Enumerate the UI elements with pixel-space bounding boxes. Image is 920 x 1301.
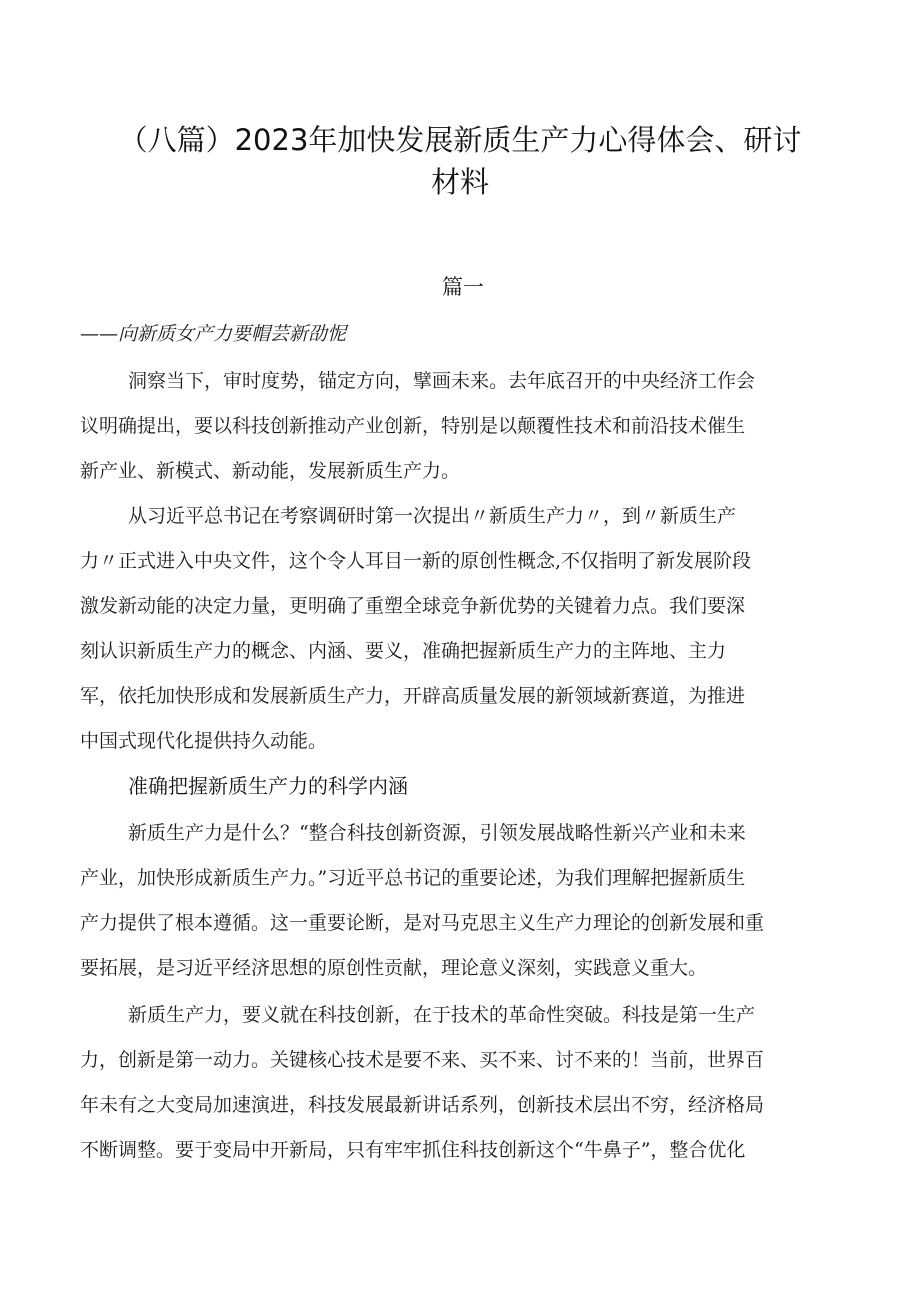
paragraph-3-line-3: 产力提供了根本遵循。这一重要论断，是对马克思主义生产力理论的创新发展和重 — [80, 912, 765, 934]
paragraph-4-line-1: 新质生产力，要义就在科技创新，在于技术的革命性突破。科技是第一生产 — [128, 1004, 756, 1026]
document-title-line-1: （八篇）2023年加快发展新质生产力心得体会、研讨 — [118, 123, 802, 157]
paragraph-2-line-6: 中国式现代化提供持久动能。 — [80, 730, 328, 752]
paragraph-3-line-1: 新质生产力是什么？“整合科技创新资源，引领发展战略性新兴产业和未来 — [128, 822, 746, 844]
paragraph-4-line-3: 年未有之大变局加速演进，科技发展最新讲话系列，创新技术层出不穷，经济格局 — [80, 1094, 765, 1116]
paragraph-1-line-1: 洞察当下，审时度势，锚定方向，擘画未来。去年底召开的中央经济工作会 — [128, 370, 756, 392]
paragraph-4-line-4: 不断调整。要于变局中开新局，只有牢牢抓住科技创新这个“牛鼻子”，整合优化 — [80, 1139, 746, 1161]
paragraph-2-line-5: 军，依托加快形成和发展新质生产力，开辟高质量发展的新领域新赛道，为推进 — [80, 685, 746, 707]
paragraph-2-line-3: 激发新动能的决定力量，更明确了重塑全球竞争新优势的关键着力点。我们要深 — [80, 595, 746, 617]
paragraph-2-line-1: 从习近平总书记在考察调研时第一次提出〃新质生产力〃，到〃新质生产 — [128, 505, 737, 527]
paragraph-2-line-2: 力〃正式进入中央文件，这个令人耳目一新的原创性概念,不仅指明了新发展阶段 — [80, 550, 752, 572]
paragraph-1-line-2: 议明确提出，要以科技创新推动产业创新，特别是以颠覆性技术和前沿技术催生 — [80, 415, 746, 437]
article-subtitle: ——向新质女产力要帽芸新劭怩 — [80, 323, 347, 345]
document-title-line-2: 材料 — [430, 165, 489, 199]
paragraph-4-line-2: 力，创新是第一动力。关键核心技术是要不来、买不来、讨不来的！当前，世界百 — [80, 1049, 765, 1071]
paragraph-1-line-3: 新产业、新模式、新动能，发展新质生产力。 — [80, 460, 461, 482]
paragraph-3-line-2: 产业，加快形成新质生产力。”习近平总书记的重要论述，为我们理解把握新质生 — [80, 867, 746, 889]
paragraph-2-line-4: 刻认识新质生产力的概念、内涵、要义，准确把握新质生产力的主阵地、主力 — [80, 640, 727, 662]
subsection-heading: 准确把握新质生产力的科学内涵 — [128, 774, 408, 798]
paragraph-3-line-4: 要拓展，是习近平经济思想的原创性贡献，理论意义深刻，实践意义重大。 — [80, 957, 708, 979]
section-heading: 篇一 — [442, 275, 484, 299]
